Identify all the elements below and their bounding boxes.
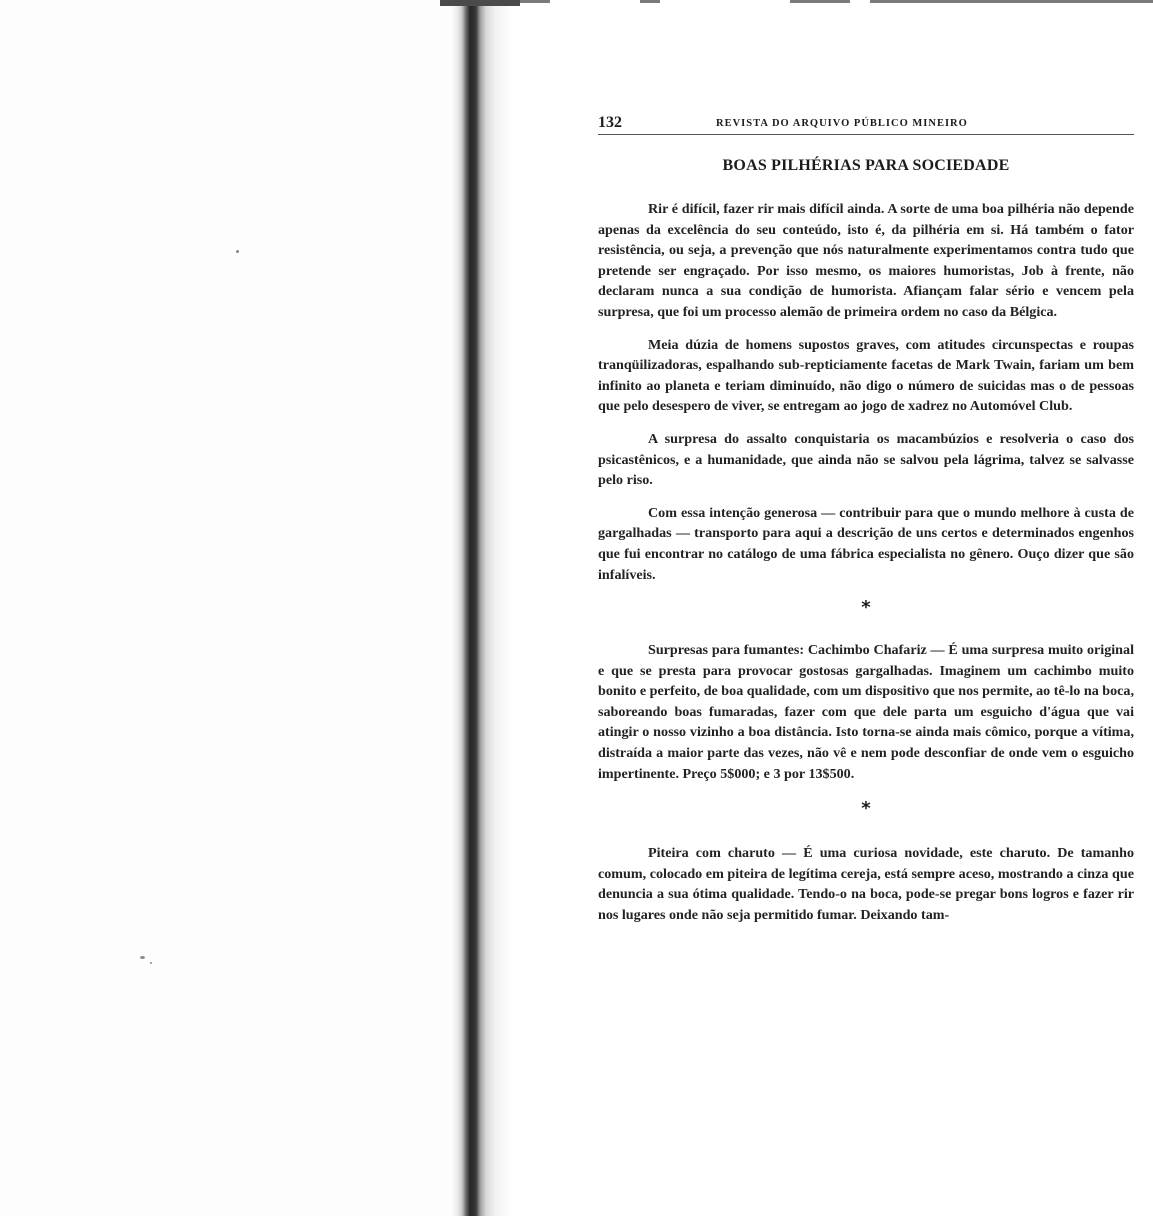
right-page: [598, 112, 1134, 938]
binding-top-shadow: [440, 0, 520, 6]
left-blank-page: [0, 0, 462, 1216]
journal-title: REVISTA DO ARQUIVO PÚBLICO MINEIRO: [716, 118, 968, 129]
paragraph-1: Rir é difícil, fazer rir mais difícil ainda. A sorte de uma boa pilhéria não depende apenas da excelência do seu conteúdo, isto é, da pilhéria em si. Há também o fator resistência, ou seja, a prevenção que nós naturalmente experimentamos contra tudo que pretende ser engraçado. Por isso mesmo, os maiores humoristas, Job à frente, não declaram nunca a sua condição de humorista. Afiançam falar sério e vencem pela surpresa, que foi um processo alemão de primeira ordem no caso da Bélgica.: [598, 201, 1134, 320]
paper-speck: [150, 962, 152, 964]
asterisk-separator: *: [861, 597, 871, 619]
paper-speck: [140, 956, 145, 959]
page-top-edge: [870, 0, 1153, 3]
page-top-edge: [790, 0, 850, 3]
paragraph-3: A surpresa do assalto conquistaria os macambúzios e resolveria o caso dos psicastênicos, e a humanidade, que ainda não se salvou pela lágrima, talvez se salvasse pelo riso.: [598, 430, 1134, 489]
page-top-edge: [640, 0, 660, 3]
article-title: BOAS PILHÉRIAS PARA SOCIEDADE: [722, 157, 1010, 174]
running-head: [598, 112, 1134, 135]
asterisk-separator: *: [861, 798, 871, 820]
page-number: 132: [598, 114, 622, 131]
paper-speck: [236, 250, 239, 253]
paragraph-4: Com essa intenção generosa — contribuir para que o mundo melhore à custa de gargalhadas — transporto para aqui a descrição de uns certos e determinados engenhos que fui encontrar no catálogo de uma fábrica especialista no gênero. Ouço dizer que são infalíveis.: [598, 504, 1134, 583]
page-top-edge: [520, 0, 550, 3]
section-piteira-com-charuto: Piteira com charuto — É uma curiosa novidade, este charuto. De tamanho comum, colocado em piteira de legítima cereja, está sempre aceso, mostrando a cinza que denuncia a sua ótima qualidade. Tendo-o na boca, pode-se pregar bons logros e fazer rir nos lugares onde não seja permitido fumar. Deixando tam-: [598, 845, 1134, 924]
paragraph-2: Meia dúzia de homens supostos graves, com atitudes circunspectas e roupas tranqüilizadoras, espalhando sub-repticiamente facetas de Mark Twain, fariam um bem infinito ao planeta e teriam diminuído, não digo o número de suicidas mas o de pessoas que pelo desespero de viver, se entregam ao jogo de xadrez no Automóvel Club.: [598, 336, 1134, 415]
section-cachimbo-chafariz: Surpresas para fumantes: Cachimbo Chafariz — É uma surpresa muito original e que se presta para provocar gostosas gargalhadas. Imaginem um cachimbo muito bonito e perfeito, de boa qualidade, com um dispositivo que nos permite, ao tê-lo na boca, saboreando boas fumaradas, fazer com que dele parta um esguicho d'água que vai atingir o nosso vizinho a boa distância. Isto torna-se ainda mais cômico, porque a vítima, distraída a maior parte das vezes, não vê e nem pode desconfiar de onde vem o esguicho impertinente. Preço 5$000; e 3 por 13$500.: [598, 642, 1134, 782]
book-binding-gutter: [452, 0, 512, 1216]
